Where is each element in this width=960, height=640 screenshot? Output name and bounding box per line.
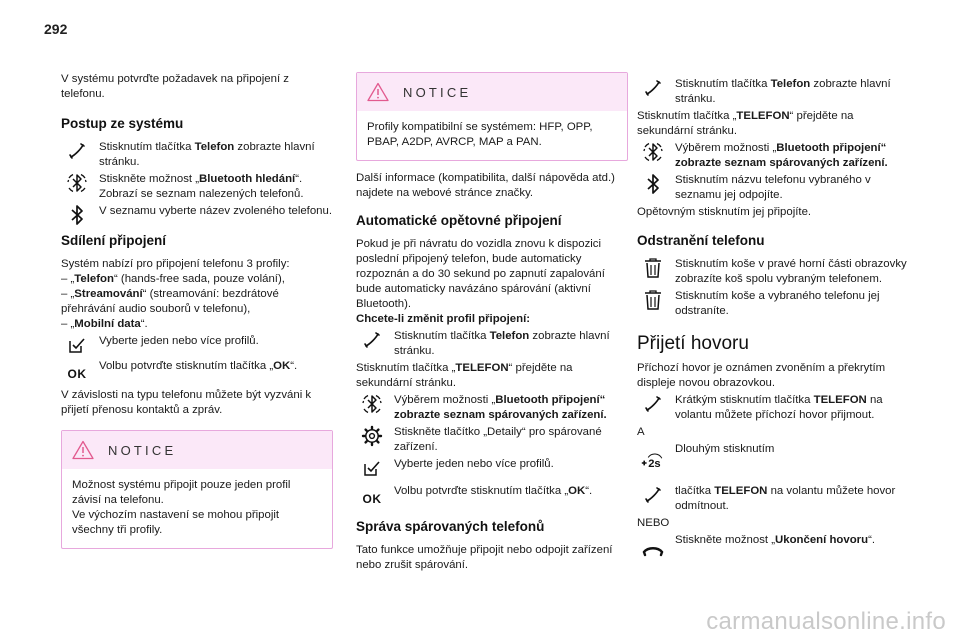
zavislost-text: V závislosti na typu telefonu můžete být vyzváni k přijetí přenosu kontaktů a zpráv. xyxy=(61,389,312,416)
heading-auto-reconnect: Automatické opětovné připojení xyxy=(356,213,562,228)
step-phone: Stisknutím tlačítka Telefon zobrazte hlavní stránku. xyxy=(637,77,909,107)
notice-box-1 xyxy=(61,430,333,549)
ok-icon: OK xyxy=(362,491,382,506)
notice-body: Profily kompatibilní se systémem: HFP, OPP, PBAP, A2DP, AVRCP, MAP a PAN. xyxy=(367,121,593,148)
step-bluetooth-connect: Výběrem možnosti „Bluetooth připojení“ zobrazte seznam spárovaných zařízení. xyxy=(356,393,628,423)
step-select-profiles: Vyberte jeden nebo více profilů. xyxy=(61,334,333,349)
step-answer-call: Krátkým stisknutím tlačítka TELEFON na volantu můžete příchozí hovor přijmout. xyxy=(637,393,909,423)
ok-icon: OK xyxy=(67,366,87,381)
notice-header xyxy=(62,431,332,469)
warning-icon xyxy=(72,440,94,460)
sdileni-intro: Systém nabízí pro připojení telefonu 3 profily: xyxy=(61,258,290,270)
profile-streamovani: – „Streamování“ (streamování: bezdrátové přehrávání audio souborů v telefonu), xyxy=(61,288,279,315)
telefon-secondary: Stisknutím tlačítka „TELEFON“ přejděte na sekundární stránku. xyxy=(356,362,573,389)
sprava-text: Tato funkce umožňuje připojit nebo odpojit zařízení nebo zrušit spárování. xyxy=(356,544,613,571)
column-3 xyxy=(637,75,909,550)
step-confirm-ok: OK Volbu potvrďte stisknutím tlačítka „OK“. xyxy=(61,359,333,374)
bluetooth-search-icon xyxy=(65,172,89,194)
bluetooth-search-icon xyxy=(641,141,665,163)
warning-icon xyxy=(367,82,389,102)
step-long-press: 2s Dlouhým stisknutím xyxy=(637,442,909,472)
bluetooth-icon xyxy=(65,204,89,226)
heading-sprava: Správa spárovaných telefonů xyxy=(356,519,545,534)
change-profile-label: Chcete-li změnit profil připojení: xyxy=(356,313,531,325)
heading-postup: Postup ze systému xyxy=(61,116,184,131)
step-trash-1: Stisknutím koše v pravé horní části obrazovky zobrazíte koš spolu vybraným telefonem. xyxy=(637,257,909,287)
long-press-2s-icon xyxy=(641,452,665,474)
notice-header xyxy=(357,73,627,111)
step-trash-2: Stisknutím koše a vybraného telefonu jej odstraníte. xyxy=(637,289,909,319)
prijeti-text: Příchozí hovor je oznámen zvoněním a překrytím displeje novou obrazovkou. xyxy=(637,362,886,389)
trash-icon xyxy=(641,257,665,279)
heading-prijeti: Přijetí hovoru xyxy=(637,333,749,354)
checkbox-icon xyxy=(360,457,384,479)
step-bluetooth-search: Stiskněte možnost „Bluetooth hledání“. Zobrazí se seznam nalezených telefonů. xyxy=(61,172,333,202)
phone-icon xyxy=(360,329,384,351)
notice-title: NOTICE xyxy=(403,84,472,100)
step-phone: Stisknutím tlačítka Telefon zobrazte hlavní stránku. xyxy=(356,329,628,359)
phone-icon xyxy=(641,484,665,506)
step-disconnect: Stisknutím názvu telefonu vybraného v seznamu jej odpojíte. xyxy=(637,173,909,203)
notice-box-2 xyxy=(356,72,628,161)
profile-mobilni-data: – „Mobilní data“. xyxy=(61,318,148,330)
dalsi-info: Další informace (kompatibilita, další nápověda atd.) najdete na webové stránce značky. xyxy=(356,172,615,199)
step-confirm-ok: OK Volbu potvrďte stisknutím tlačítka „OK“. xyxy=(356,484,628,499)
auto-text: Pokud je při návratu do vozidla znovu k dispozici poslední připojený telefon, bude automaticky rozpoznán a do 30 sekund po zapnutí zapalování bude automaticky navázáno spárování (aktivní Bluetooth). xyxy=(356,238,605,310)
profile-telefon: – „Telefon“ (hands-free sada, pouze volání), xyxy=(61,273,285,285)
checkbox-icon xyxy=(65,334,89,356)
telefon-secondary: Stisknutím tlačítka „TELEFON“ přejděte na sekundární stránku. xyxy=(637,110,854,137)
phone-icon xyxy=(641,393,665,415)
phone-icon xyxy=(65,140,89,162)
notice-title: NOTICE xyxy=(108,442,177,458)
bluetooth-search-icon xyxy=(360,393,384,415)
two-s-label: 2s xyxy=(648,458,661,470)
letter-a: A xyxy=(637,426,645,438)
step-select-phone: V seznamu vyberte název zvoleného telefonu. xyxy=(61,204,333,219)
intro-text: V systému potvrďte požadavek na připojení z telefonu. xyxy=(61,73,289,100)
step-phone: Stisknutím tlačítka Telefon zobrazte hlavní stránku. xyxy=(61,140,333,170)
heading-sdileni: Sdílení připojení xyxy=(61,233,167,248)
reconnect-text: Opětovným stisknutím jej připojíte. xyxy=(637,206,812,218)
step-select-profiles: Vyberte jeden nebo více profilů. xyxy=(356,457,628,472)
phone-icon xyxy=(641,77,665,99)
notice-body: Možnost systému připojit pouze jeden profil závisí na telefonu. Ve výchozím nastavení se mohou připojit všechny tři profily. xyxy=(72,479,291,536)
watermark: carmanualsonline.info xyxy=(706,608,946,635)
heading-odstraneni: Odstranění telefonu xyxy=(637,233,765,248)
column-2 xyxy=(356,72,628,573)
trash-icon xyxy=(641,289,665,311)
gear-icon xyxy=(360,425,384,447)
hangup-icon xyxy=(641,539,665,561)
step-reject-call: tlačítka TELEFON na volantu můžete hovor odmítnout. xyxy=(637,484,909,514)
column-1 xyxy=(61,72,333,549)
step-details: Stiskněte tlačítko „Detaily“ pro spárované zařízení. xyxy=(356,425,628,455)
page-number: 292 xyxy=(44,21,68,37)
step-end-call: Stiskněte možnost „Ukončení hovoru“. xyxy=(637,533,909,548)
nebo-text: NEBO xyxy=(637,517,670,529)
bluetooth-icon xyxy=(641,173,665,195)
step-bluetooth-connect: Výběrem možnosti „Bluetooth připojení“ zobrazte seznam spárovaných zařízení. xyxy=(637,141,909,171)
